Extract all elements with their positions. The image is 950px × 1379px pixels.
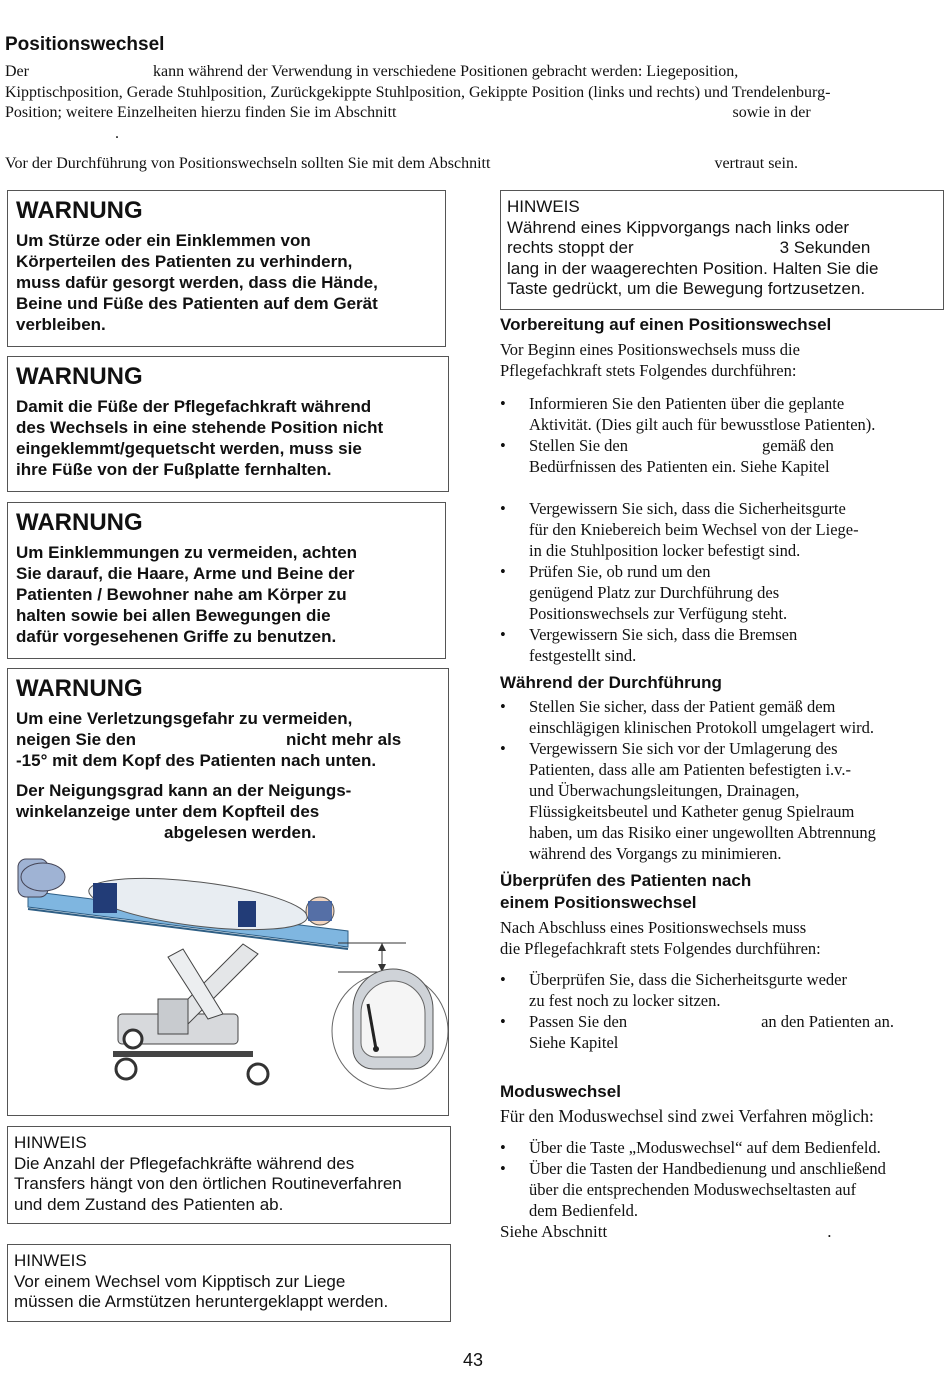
prep-intro: Vor Beginn eines Positionswechsels muss die Pflegefachkraft stets Folgendes durchführen: (500, 340, 800, 380)
hint-title: HINWEIS (14, 1133, 87, 1152)
warning-title: WARNUNG (16, 363, 143, 390)
right-column (500, 314, 945, 1242)
tilt-table-illustration (8, 849, 448, 1111)
list-item: • Über die Tasten der Handbedienung und anschließend über die entsprechenden Moduswechseltasten auf dem Bedienfeld. (500, 1159, 886, 1220)
intro-text: Der kann während der Verwendung in verschiedene Positionen gebracht werden: Liegeposition, Kipptischposition, Gerade Stuhlposition, Zurückgekippte Stuhlposition, Gekippte Position (links und rechts) und Trendelenburg- Position; weitere Einzelheiten hierzu finden Sie im Abschnitt sowie in der . Vor der Durchführung von Positionswechseln sollten Sie mit dem Abschnitt vertraut sein. (5, 63, 831, 172)
section-title: Positionswechsel (5, 34, 165, 55)
mode-list (500, 1137, 945, 1221)
list-item: • Stellen Sie den gemäß den Bedürfnissen des Patienten ein. Siehe Kapitel (500, 436, 834, 476)
warning-title: WARNUNG (16, 509, 143, 536)
inclinometer-gauge-icon (332, 969, 448, 1089)
hint-box-right (500, 190, 944, 310)
warning-text: Um Einklemmungen zu vermeiden, achten Sie darauf, die Haare, Arme und Beine der Patienten / Bewohner nahe am Körper zu halten sowie bei allen Bewegungen die dafür vorgesehenen Griffe zu benutzen. (16, 543, 358, 646)
list-item: • Vergewissern Sie sich, dass die Sicherheitsgurte für den Kniebereich beim Wechsel von der Liege- in die Stuhlposition locker befestigt sind. (500, 499, 859, 560)
warning-box-2 (7, 356, 449, 492)
page-number: 43 (463, 1350, 484, 1370)
warning-box-1 (7, 190, 446, 347)
hint-box-2 (7, 1244, 451, 1322)
warning-title: WARNUNG (16, 675, 143, 702)
list-item: • Überprüfen Sie, dass die Sicherheitsgurte weder zu fest noch zu locker sitzen. (500, 970, 847, 1010)
list-item: • Vergewissern Sie sich vor der Umlagerung des Patienten, dass alle am Patienten befestigten i.v.- und Überwachungsleitungen, Drainagen, Flüssigkeitsbeutel und Katheter genug Spielraum haben, um das Risiko einer ungewollten Abtrennung während des Vorgangs zu minimieren. (500, 739, 876, 863)
mode-intro: Für den Moduswechsel sind zwei Verfahren möglich: (500, 1106, 874, 1126)
hint-text: Vor einem Wechsel vom Kipptisch zur Liege müssen die Armstützen heruntergeklappt werden. (14, 1271, 389, 1311)
warning-text: Um eine Verletzungsgefahr zu vermeiden, neigen Sie den nicht mehr als -15° mit dem Kopf des Patienten nach unten. Der Neigungsgrad kann an der Neigungs- winkelanzeige unter dem Kopfteil des abgelesen werden. (16, 709, 402, 842)
prep-heading: Vorbereitung auf einen Positionswechsel (500, 315, 832, 334)
prep-list (500, 393, 945, 666)
mode-see-section: Siehe Abschnitt . (500, 1222, 832, 1241)
hint-box-1 (7, 1126, 451, 1224)
check-list (500, 969, 945, 1053)
list-item: • Vergewissern Sie sich, dass die Bremsen festgestellt sind. (500, 625, 798, 665)
mode-heading: Moduswechsel (500, 1082, 621, 1101)
hint-text: Die Anzahl der Pflegefachkräfte während des Transfers hängt von den örtlichen Routineverfahren und dem Zustand des Patienten ab. (14, 1153, 402, 1214)
during-heading: Während der Durchführung (500, 673, 722, 692)
check-intro: Nach Abschluss eines Positionswechsels muss die Pflegefachkraft stets Folgendes durchführen: (500, 918, 821, 958)
warning-text: Um Stürze oder ein Einklemmen von Körperteilen des Patienten zu verhindern, muss dafür gesorgt werden, dass die Hände, Beine und Füße des Patienten auf dem Gerät verbleiben. (16, 231, 378, 334)
warning-text: Damit die Füße der Pflegefachkraft während des Wechsels in eine stehende Position nicht eingeklemmt/gequetscht werden, muss sie ihre Füße von der Fußplatte fernhalten. (16, 397, 384, 479)
list-item: • Prüfen Sie, ob rund um den genügend Platz zur Durchführung des Positionswechsels zur Verfügung steht. (500, 562, 788, 623)
during-list (500, 696, 945, 864)
warning-box-4 (7, 668, 449, 1116)
list-item: • Passen Sie den an den Patienten an. Siehe Kapitel (500, 1012, 894, 1052)
chair-base-icon (113, 944, 268, 1084)
warning-box-3 (7, 502, 446, 659)
hint-text: Während eines Kippvorgangs nach links oder rechts stoppt der 3 Sekunden lang in der waagerechten Position. Halten Sie die Taste gedrückt, um die Bewegung fortzusetzen. (507, 217, 879, 298)
list-item: • Stellen Sie sicher, dass der Patient gemäß dem einschlägigen klinischen Protokoll umgelagert wird. (500, 697, 875, 737)
list-item: • Über die Taste „Moduswechsel“ auf dem Bedienfeld. (500, 1138, 881, 1157)
hint-title: HINWEIS (507, 197, 580, 216)
check-heading: Überprüfen des Patienten nach einem Positionswechsel (500, 871, 752, 912)
list-item: • Informieren Sie den Patienten über die geplante Aktivität. (Dies gilt auch für bewusstlose Patienten). (500, 394, 876, 434)
hint-title: HINWEIS (14, 1251, 87, 1270)
warning-title: WARNUNG (16, 197, 143, 224)
